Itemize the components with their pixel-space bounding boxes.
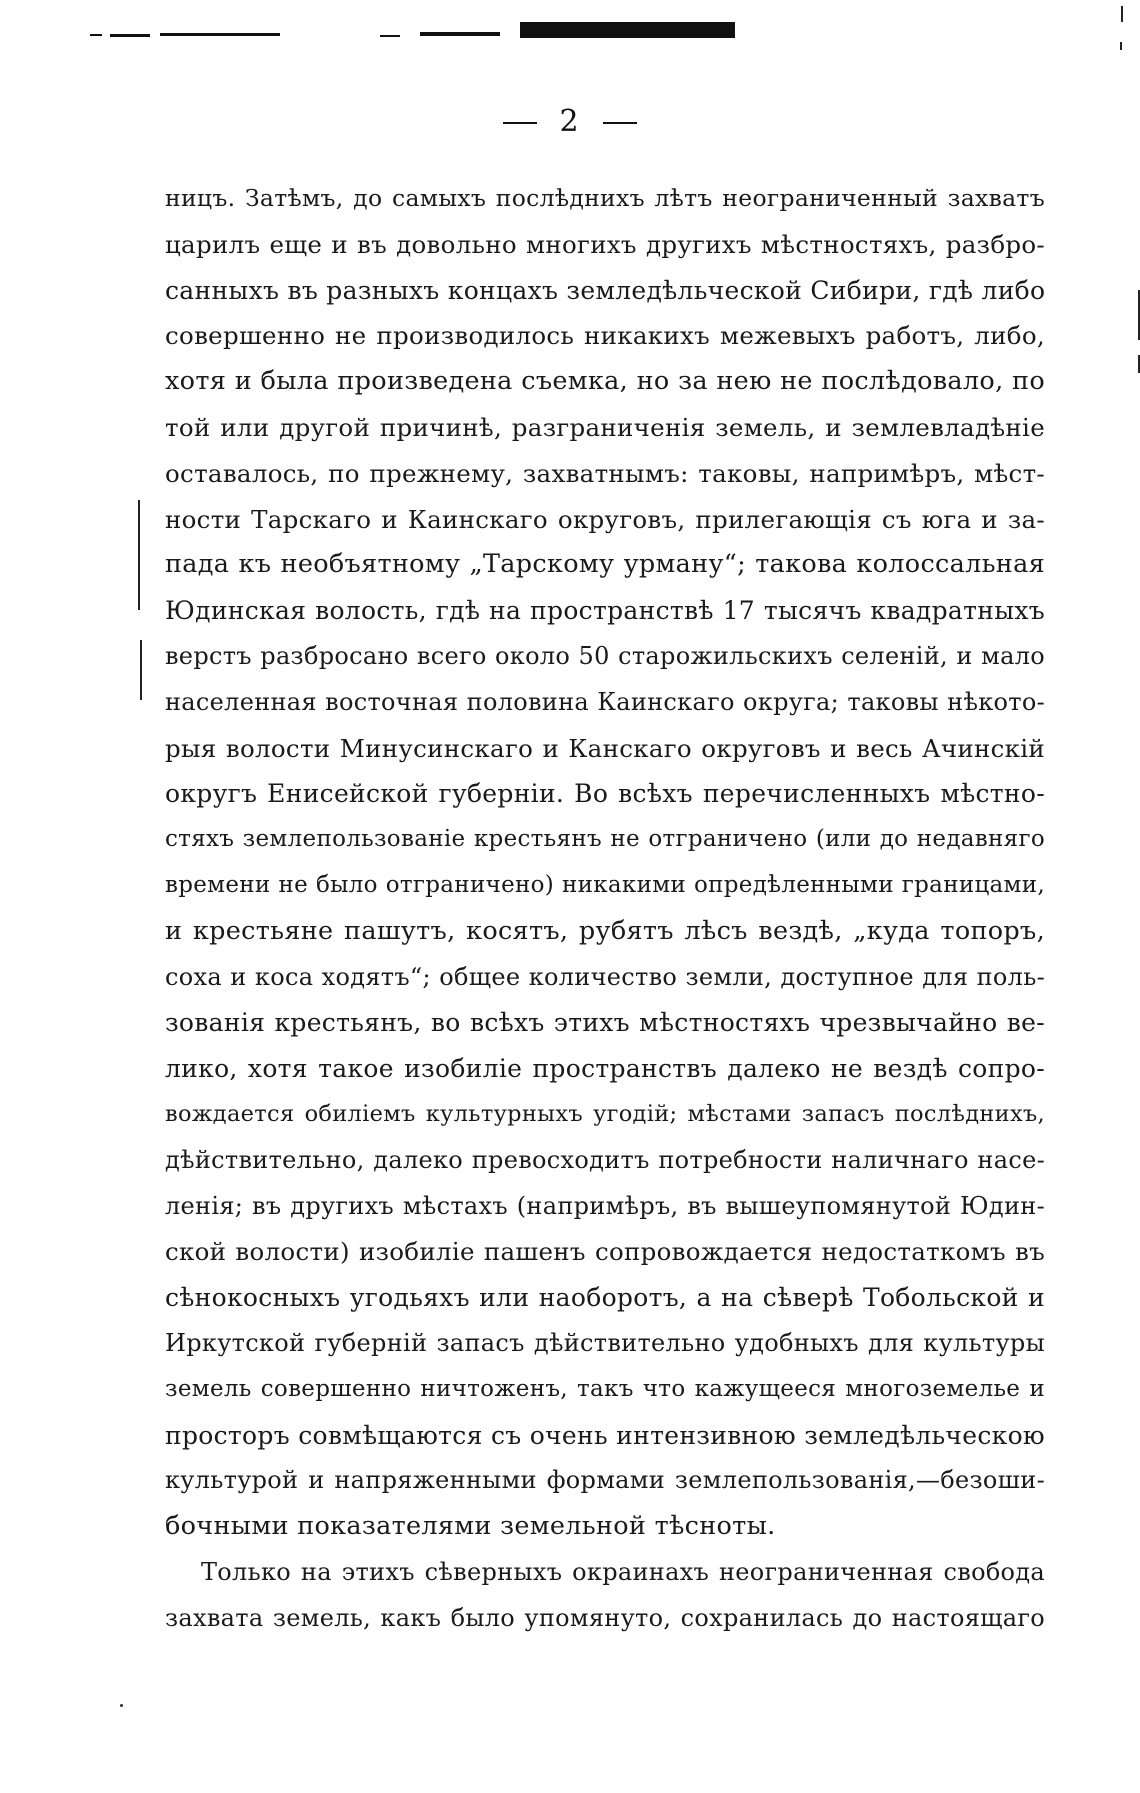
scan-artifact-edge (1121, 6, 1123, 22)
scan-speck (120, 1704, 123, 1707)
page-number-dash-left (503, 122, 537, 124)
text-line: лико, хотя такое изобиліе пространствъ далеко не вездѣ сопро- (165, 1054, 1045, 1084)
body-text (165, 176, 1045, 1642)
page-number-value: 2 (559, 104, 581, 139)
text-line: сѣнокосныхъ угодьяхъ или наоборотъ, а на сѣверѣ Тобольской и (165, 1283, 1045, 1313)
text-line: округъ Енисейской губерніи. Во всѣхъ перечисленныхъ мѣстно- (165, 779, 1045, 809)
text-line: стяхъ землепользованіе крестьянъ не отграничено (или до недавняго (165, 826, 1045, 853)
text-line: и крестьяне пашутъ, косятъ, рубятъ лѣсъ вездѣ, „куда топоръ, (165, 915, 1045, 946)
text-line: зованія крестьянъ, во всѣхъ этихъ мѣстностяхъ чрезвычайно ве- (165, 1008, 1045, 1038)
paragraph (165, 176, 1045, 1550)
text-line: соха и коса ходятъ“; общее количество земли, доступное для поль- (165, 962, 1045, 991)
text-line: времени не было отграничено) никакими опредѣленными границами, (165, 871, 1045, 898)
scan-artifact-edge (140, 640, 142, 700)
page-number (0, 104, 1140, 139)
scan-artifact-edge (138, 500, 140, 610)
text-line: населенная восточная половина Каинскаго округа; таковы нѣкото- (165, 687, 1045, 716)
text-line: пада къ необъятному „Тарскому урману“; такова колоссальная (165, 549, 1045, 580)
text-line: захвата земель, какъ было упомянуто, сохранилась до настоящаго (165, 1603, 1045, 1632)
text-line: царилъ еще и въ довольно многихъ другихъ мѣстностяхъ, разбро- (165, 229, 1045, 259)
text-line: Юдинская волость, гдѣ на пространствѣ 17 тысячъ квадратныхъ (165, 596, 1045, 626)
text-line: ской волости) изобиліе пашенъ сопровождается недостаткомъ въ (165, 1237, 1045, 1267)
text-line: вождается обиліемъ культурныхъ угодій; мѣстами запасъ послѣднихъ, (165, 1100, 1045, 1127)
text-line: санныхъ въ разныхъ концахъ земледѣльческой Сибири, гдѣ либо (165, 275, 1046, 305)
text-line: совершенно не производилось никакихъ межевыхъ работъ, либо, (165, 321, 1045, 351)
text-line: оставалось, по прежнему, захватнымъ: таковы, напримѣръ, мѣст- (165, 458, 1045, 488)
text-line: рыя волости Минусинскаго и Канскаго округовъ и весь Ачинскій (165, 733, 1045, 763)
page-number-dash-right (603, 122, 637, 124)
text-line: Только на этихъ сѣверныхъ окраинахъ неограниченная свобода (201, 1557, 1045, 1586)
text-line: бочными показателями земельной тѣсноты. (165, 1511, 776, 1542)
paragraph (165, 1550, 1045, 1642)
text-line: Иркутской губерній запасъ дѣйствительно удобныхъ для культуры (165, 1328, 1045, 1357)
scan-artifact-top (90, 22, 750, 42)
text-line: культурой и напряженными формами землепользованія,—безоши- (165, 1466, 1045, 1495)
text-line: дѣйствительно, далеко превосходитъ потребности наличнаго насе- (165, 1145, 1045, 1174)
text-line: земель совершенно ничтоженъ, такъ что кажущееся многоземелье и (165, 1375, 1045, 1402)
text-line: ленія; въ другихъ мѣстахъ (напримѣръ, въ вышеупомянутой Юдин- (165, 1191, 1045, 1220)
text-line: ницъ. Затѣмъ, до самыхъ послѣднихъ лѣтъ неограниченный захватъ (165, 184, 1045, 212)
text-line: хотя и была произведена съемка, но за нею не послѣдовало, по (165, 366, 1045, 397)
text-line: просторъ совмѣщаются съ очень интензивною земледѣльческою (165, 1420, 1045, 1450)
text-line: ности Тарскаго и Каинскаго округовъ, прилегающія съ юга и за- (165, 504, 1045, 534)
scan-artifact-edge (1120, 42, 1122, 50)
text-line: верстъ разбросано всего около 50 старожильскихъ селеній, и мало (165, 641, 1045, 670)
text-line: той или другой причинѣ, разграниченія земель, и землевладѣніе (165, 412, 1045, 442)
